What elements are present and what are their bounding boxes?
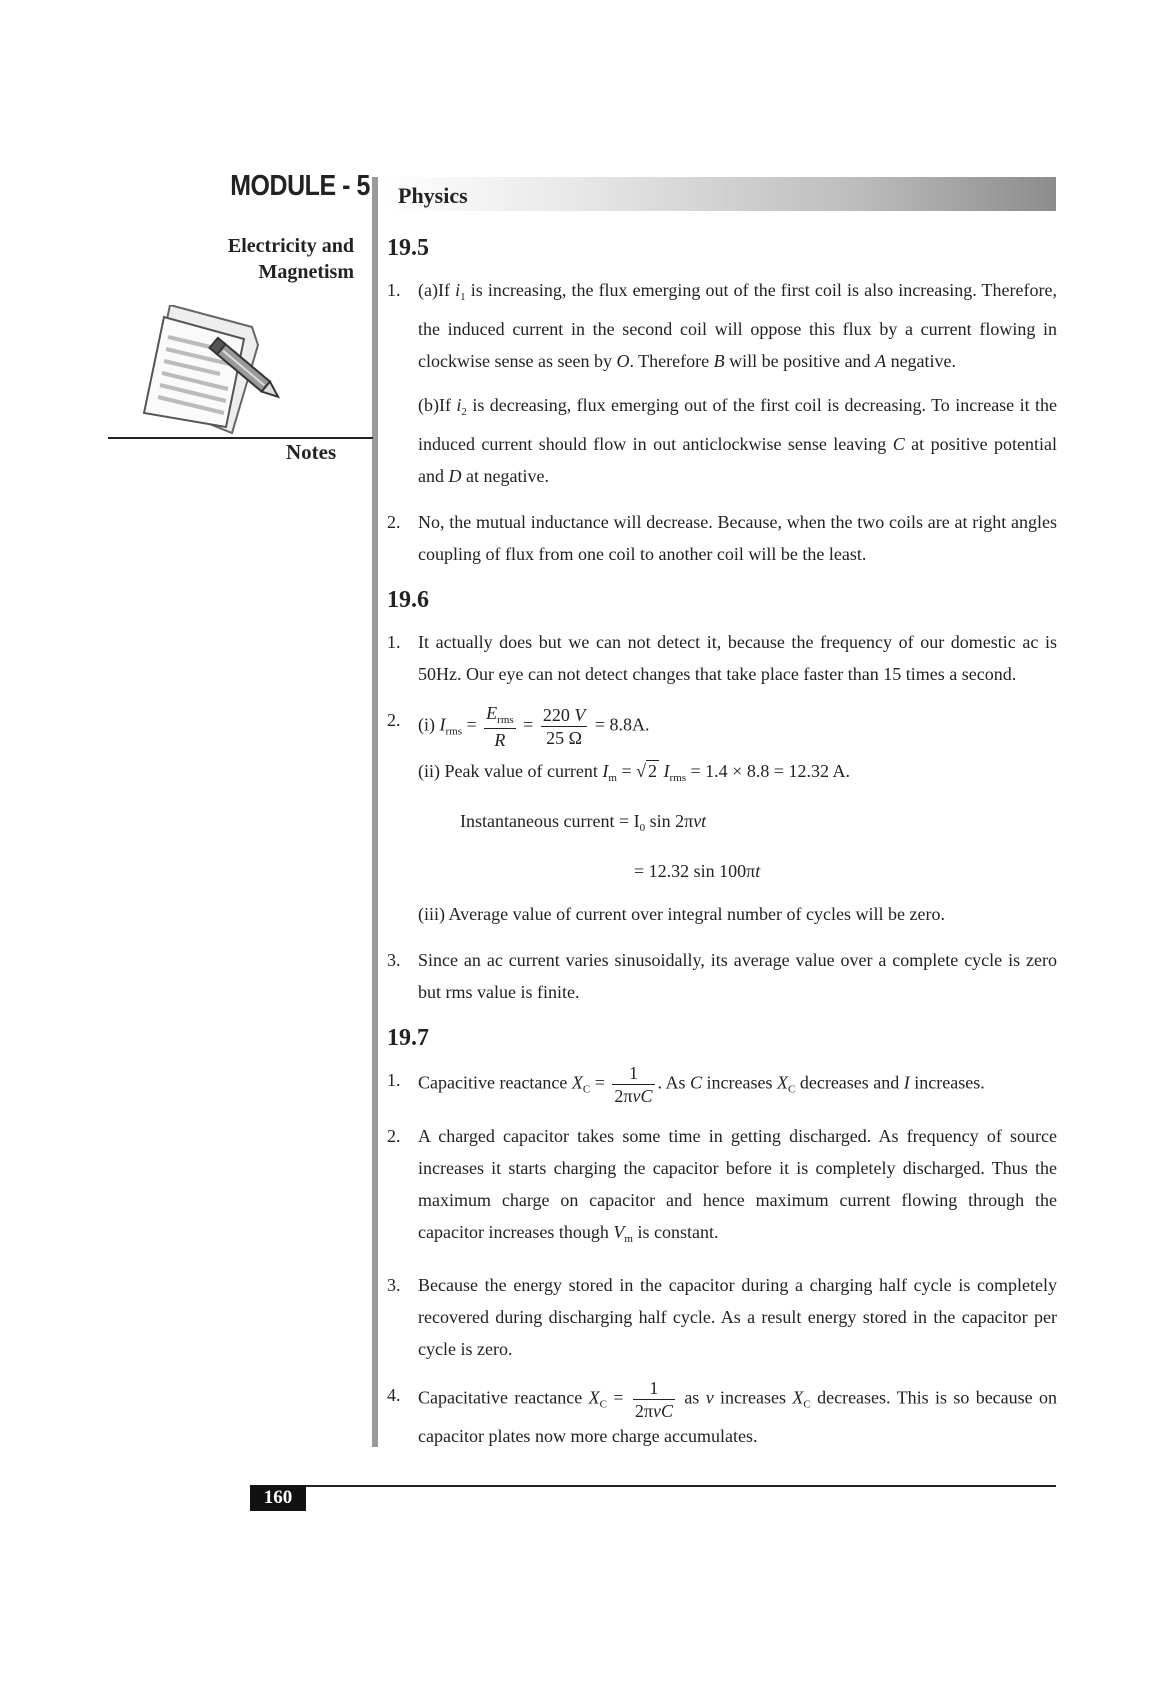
answer-text: Since an ac current varies sinusoidally, its average value over a complete cycle is zero but rms value is finite.: [418, 950, 1057, 1002]
notepad-pencil-icon: [140, 305, 290, 435]
answer-19-6-3: [387, 944, 1057, 1008]
answer-19-5-1: [387, 274, 1057, 492]
answer-19-5-1b: (b)If $i_2$ is decreasing, flux emerging out of the first coil is decreasing. To increase it the induced current should flow in out anticlockwise sense leaving C at positive potential and D at negative.: [418, 395, 1057, 486]
instantaneous-current-value: = 12.32 sin 100πt: [634, 861, 761, 881]
answer-text: Capacitative reactance $X_C$ = $\frac{1}{\text{2πνC}}$ as ν increases $X_C$ decreases. This is so because on capacitor plates now more charge accumulates.: [418, 1377, 1058, 1447]
footer-rule: [306, 1485, 1056, 1487]
answer-19-7-2: [387, 1120, 1057, 1255]
subject-header-bar: [386, 177, 1056, 211]
page-number: 160: [250, 1485, 306, 1511]
module-title: MODULE - 5: [230, 170, 370, 202]
answer-19-7-1: [387, 1064, 1057, 1106]
subject-label: Physics: [398, 183, 468, 208]
answer-text: It actually does but we can not detect it, because the frequency of our domestic ac is 50Hz. Our eye can not detect changes that take place faster than 15 times a second.: [418, 632, 1057, 684]
sidebar-topic-line2: Magnetism: [258, 261, 354, 283]
vertical-rule: [372, 177, 378, 1447]
item-number: 3.: [387, 1274, 401, 1295]
answer-19-7-3: [387, 1269, 1057, 1365]
section-heading-19-5: 19.5: [387, 235, 429, 261]
section-heading-19-6: 19.6: [387, 587, 429, 613]
item-number: 2.: [387, 1125, 401, 1146]
answer-19-5-1a: (a)If $i_1$ is increasing, the flux emerging out of the first coil is also increasing. Therefore, the induced current in the second coil will oppose this flux by a current flowing in clockwise sense as seen by O. Therefore B will be positive and A negative.: [418, 280, 1058, 371]
answer-19-7-4: [387, 1379, 1057, 1453]
answer-text: Because the energy stored in the capacitor during a charging half cycle is completely recovered during discharging half cycle. As a result energy stored in the capacitor per cycle is zero.: [418, 1274, 1057, 1359]
answer-text: A charged capacitor takes some time in getting discharged. As frequency of source increases it starts charging the capacitor before it is completely discharged. Thus the maximum charge on capacitor and hence maximum current flowing through the capacitor increases though $V_m$ is constant.: [418, 1125, 1057, 1245]
item-number: 1.: [387, 632, 401, 652]
main-content: [387, 232, 1057, 1466]
average-current-text: (iii) Average value of current over integral number of cycles will be zero.: [418, 904, 945, 924]
answer-19-5-2: [387, 506, 1057, 570]
item-number: 2.: [387, 512, 401, 532]
answer-text: No, the mutual inductance will decrease. Because, when the two coils are at right angles coupling of flux from one coil to another coil will be the least.: [418, 512, 1057, 564]
instantaneous-current-equation: Instantaneous current = $I_0$ sin 2πνt: [460, 811, 707, 834]
item-number: 1.: [387, 280, 401, 300]
section-heading-19-7: 19.7: [387, 1025, 429, 1051]
answer-19-6-2: [387, 704, 1057, 930]
sidebar-topic: [200, 233, 354, 285]
notes-rule: [108, 437, 373, 439]
item-number: 2.: [387, 710, 401, 730]
item-number: 4.: [387, 1384, 401, 1405]
answer-text: Capacitive reactance $X_C$ = $\frac{1}{\text{2πνC}}$ . As C increases $X_C$ decreases and I increases.: [418, 1063, 985, 1106]
peak-current-equation: (ii) Peak value of current $I_m$ = √ 2 $I_{rms} = 1.4 \times 8.8 = 12.32$ A.: [418, 761, 850, 784]
rms-current-equation: (i) $I_{rms}$ = $\frac{E_{rms}}{R}$ = $\frac{220 V}{25 \Omega}$ = 8.8A.: [418, 703, 650, 750]
notes-label: Notes: [286, 440, 337, 464]
sidebar-topic-line1: Electricity and: [227, 235, 354, 257]
answer-19-6-1: [387, 626, 1057, 690]
item-number: 3.: [387, 950, 401, 970]
item-number: 1.: [387, 1070, 401, 1090]
